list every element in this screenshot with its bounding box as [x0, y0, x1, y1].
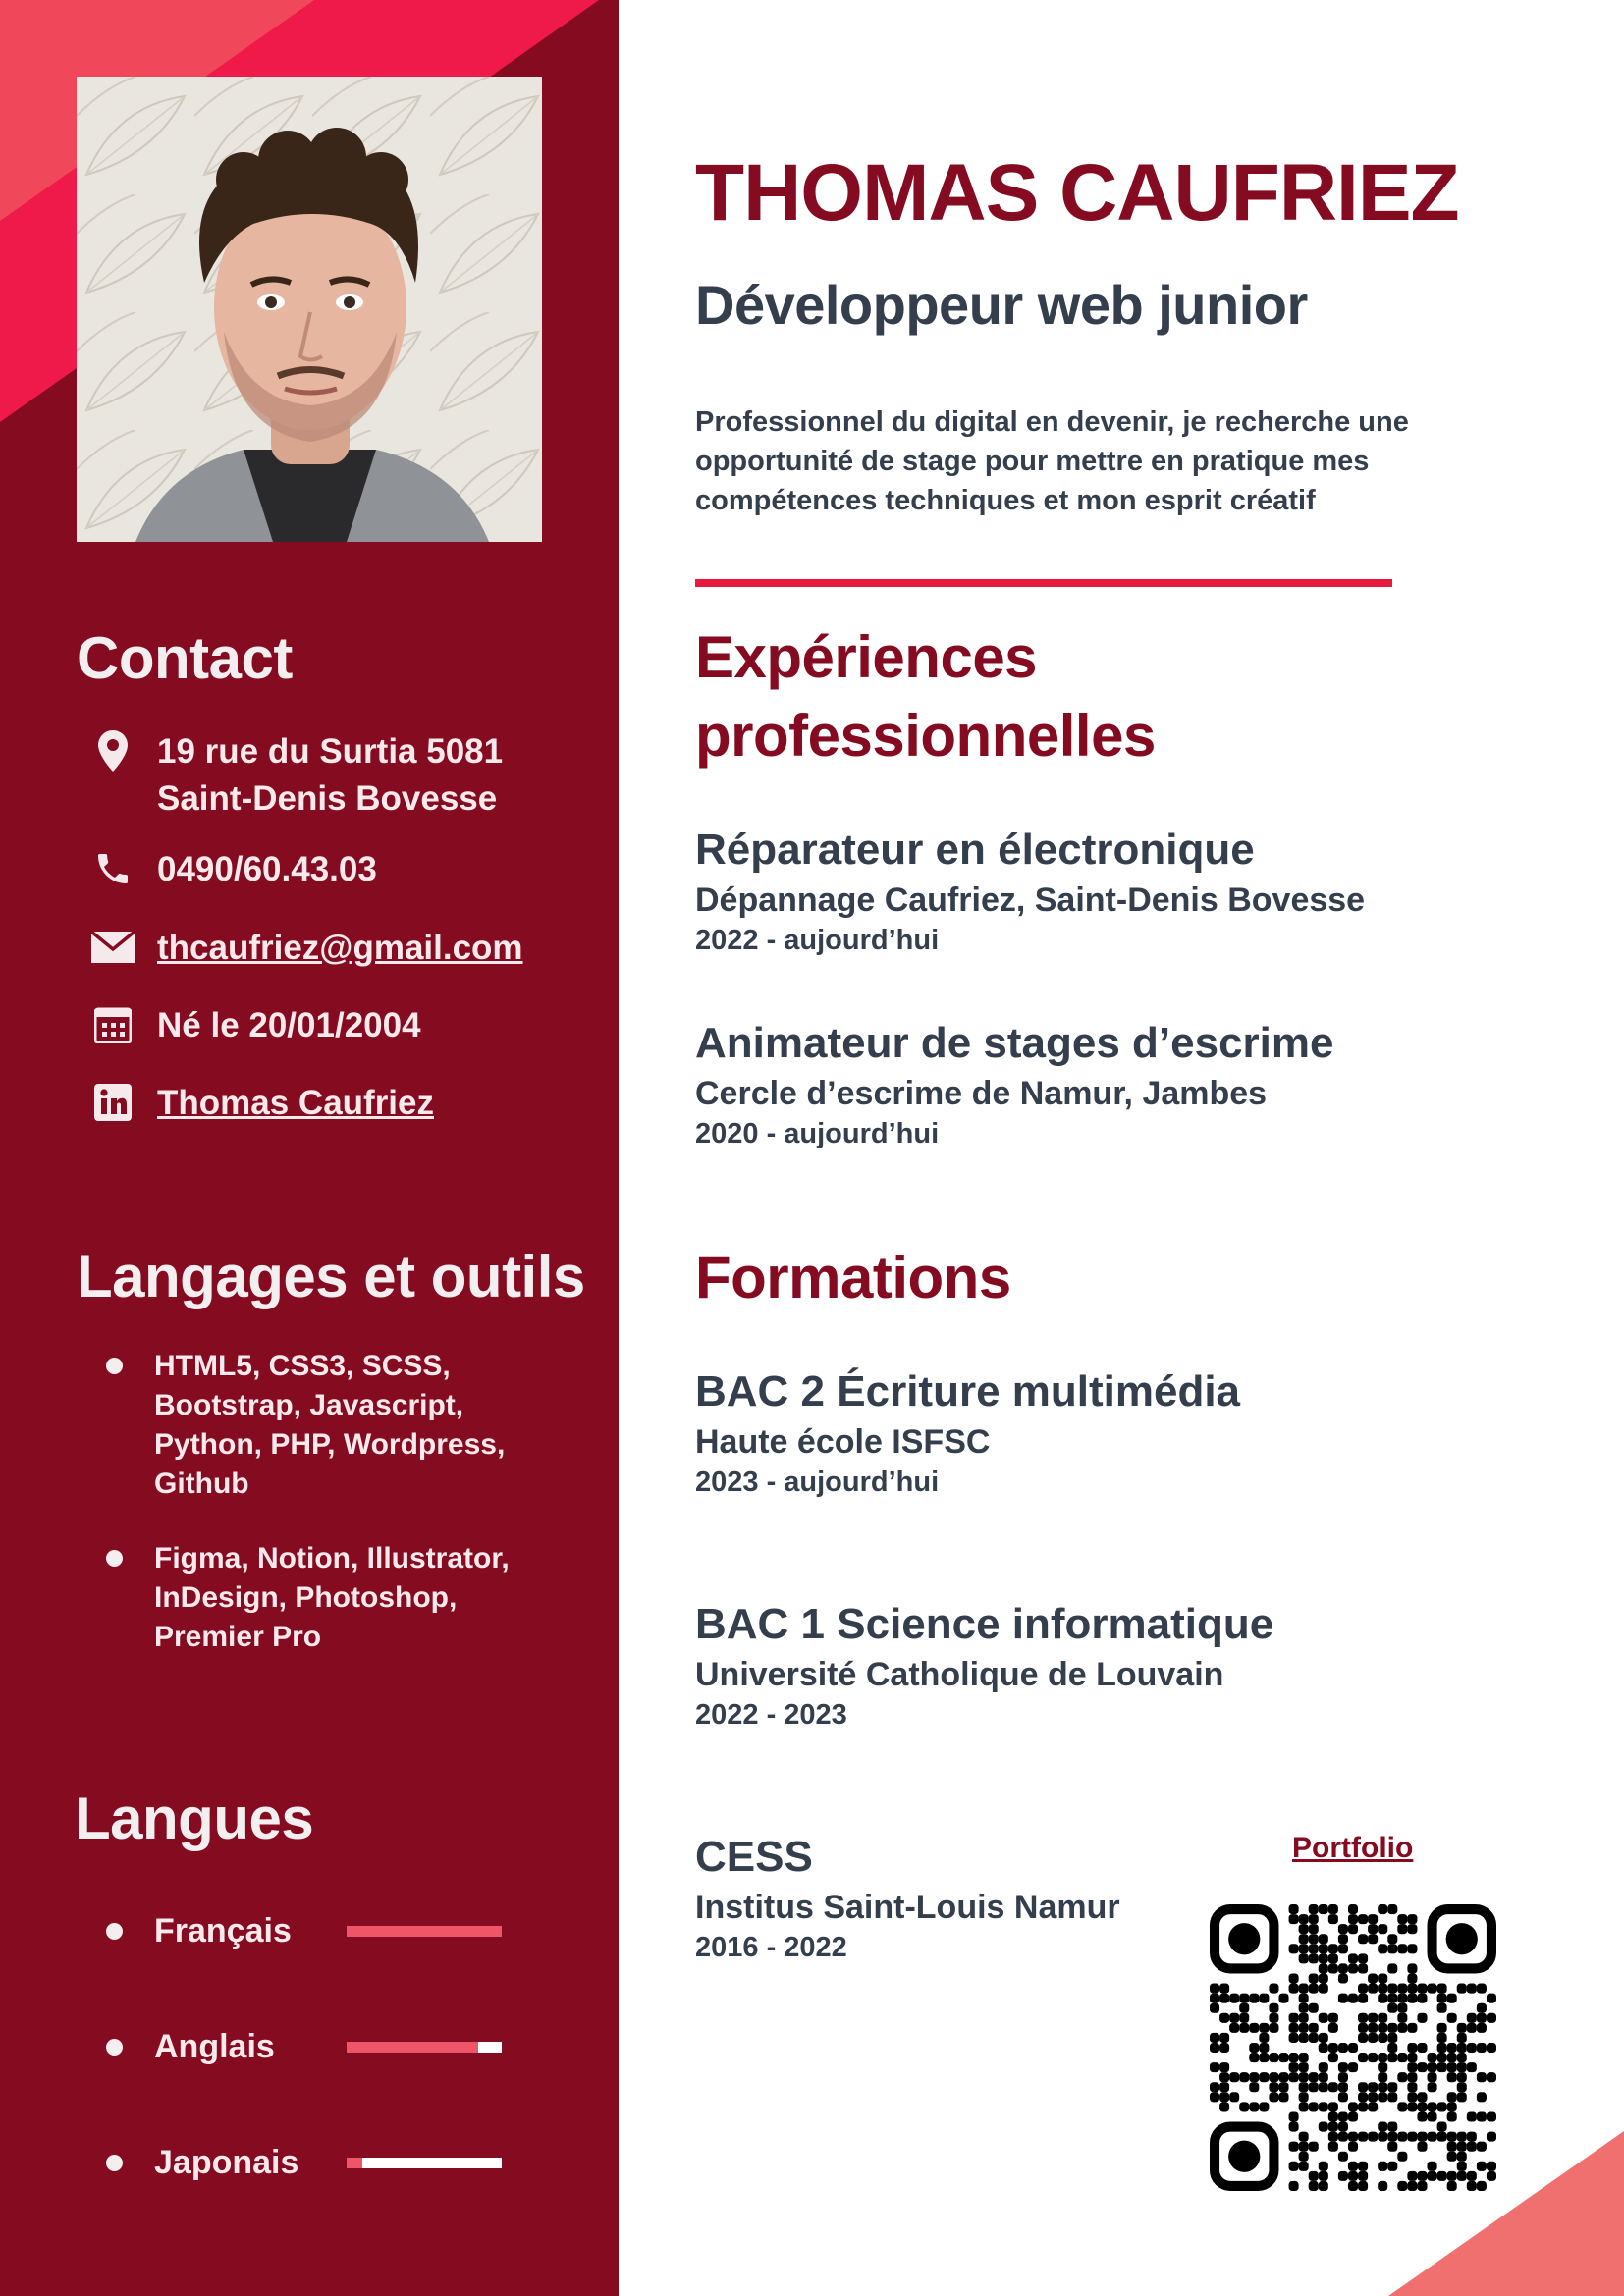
education-date: 2016 - 2022	[695, 1932, 847, 1963]
experience-org: Cercle d’escrime de Namur, Jambes	[695, 1075, 1268, 1112]
contact-linkedin[interactable]	[90, 1080, 434, 1127]
phone-number[interactable]: 0490/60.43.03	[157, 850, 377, 888]
job-role: Développeur web junior	[695, 274, 1308, 336]
tools-item	[106, 1347, 537, 1504]
tools-item	[106, 1539, 547, 1657]
contact-email[interactable]	[90, 925, 523, 972]
corner-decoration	[1388, 2131, 1624, 2296]
language-level-bar	[347, 2042, 502, 2053]
bullet-icon	[106, 1923, 123, 1940]
address-line-1: 19 rue du Surtia 5081	[157, 732, 504, 771]
language-name: Japonais	[154, 2144, 299, 2181]
experience-date: 2022 - aujourd’hui	[695, 925, 940, 956]
bullet-icon	[106, 2155, 123, 2171]
birth-date: Né le 20/01/2004	[157, 1006, 421, 1044]
section-divider	[695, 579, 1392, 587]
contact-heading: Contact	[77, 625, 293, 691]
education-title: CESS	[695, 1833, 813, 1881]
linkedin-icon	[90, 1080, 135, 1125]
education-org: Université Catholique de Louvain	[695, 1656, 1224, 1693]
education-org: Institus Saint-Louis Namur	[695, 1889, 1120, 1926]
linkedin-link[interactable]: Thomas Caufriez	[157, 1084, 434, 1122]
tools-heading: Langages et outils	[77, 1244, 585, 1309]
tools-item-text: HTML5, CSS3, SCSS, Bootstrap, Javascript, Python, PHP, Wordpress, Github	[154, 1350, 506, 1500]
language-row	[106, 2144, 502, 2182]
language-row	[106, 1912, 502, 1950]
experience-date: 2020 - aujourd’hui	[695, 1118, 940, 1149]
phone-icon	[90, 846, 135, 891]
calendar-icon	[90, 1002, 135, 1047]
contact-phone[interactable]	[90, 846, 377, 893]
bullet-icon	[106, 2039, 123, 2056]
language-level-bar	[347, 1926, 502, 1937]
experience-item	[695, 823, 1365, 958]
language-level-bar	[347, 2158, 502, 2168]
language-name: Français	[154, 1912, 292, 1949]
experience-item	[695, 1016, 1333, 1151]
education-heading: Formations	[695, 1245, 1011, 1310]
envelope-icon	[90, 925, 135, 970]
profile-photo	[77, 77, 542, 542]
experience-title: Réparateur en électronique	[695, 826, 1255, 874]
portfolio-link[interactable]: Portfolio	[1292, 1832, 1414, 1864]
contact-birth	[90, 1002, 421, 1049]
address-line-2: Saint-Denis Bovesse	[157, 779, 498, 818]
language-name: Anglais	[154, 2028, 275, 2065]
experience-org: Dépannage Caufriez, Saint-Denis Bovesse	[695, 881, 1366, 919]
experience-title: Animateur de stages d’escrime	[695, 1019, 1334, 1067]
intro-text: Professionnel du digital en devenir, je recherche une opportunité de stage pour mettre en pratique mes compétences techniques et mon esprit créatif	[695, 406, 1409, 516]
location-pin-icon	[90, 728, 135, 774]
education-item	[695, 1830, 1120, 1965]
person-name: THOMAS CAUFRIEZ	[695, 148, 1459, 238]
bullet-icon	[106, 1550, 123, 1567]
education-item	[695, 1597, 1273, 1733]
languages-heading: Langues	[75, 1786, 314, 1851]
experience-heading: Expériences professionnelles	[695, 624, 1156, 769]
education-date: 2022 - 2023	[695, 1699, 847, 1731]
language-row	[106, 2028, 502, 2066]
contact-address	[90, 728, 503, 823]
education-title: BAC 1 Science informatique	[695, 1600, 1274, 1648]
education-item	[695, 1364, 1240, 1500]
education-org: Haute école ISFSC	[695, 1423, 991, 1461]
email-link[interactable]: thcaufriez@gmail.com	[157, 929, 523, 967]
bullet-icon	[106, 1358, 123, 1374]
tools-item-text: Figma, Notion, Illustrator, InDesign, Photoshop, Premier Pro	[154, 1542, 510, 1653]
sidebar	[0, 0, 619, 2296]
education-date: 2023 - aujourd’hui	[695, 1467, 940, 1498]
education-title: BAC 2 Écriture multimédia	[695, 1367, 1241, 1415]
